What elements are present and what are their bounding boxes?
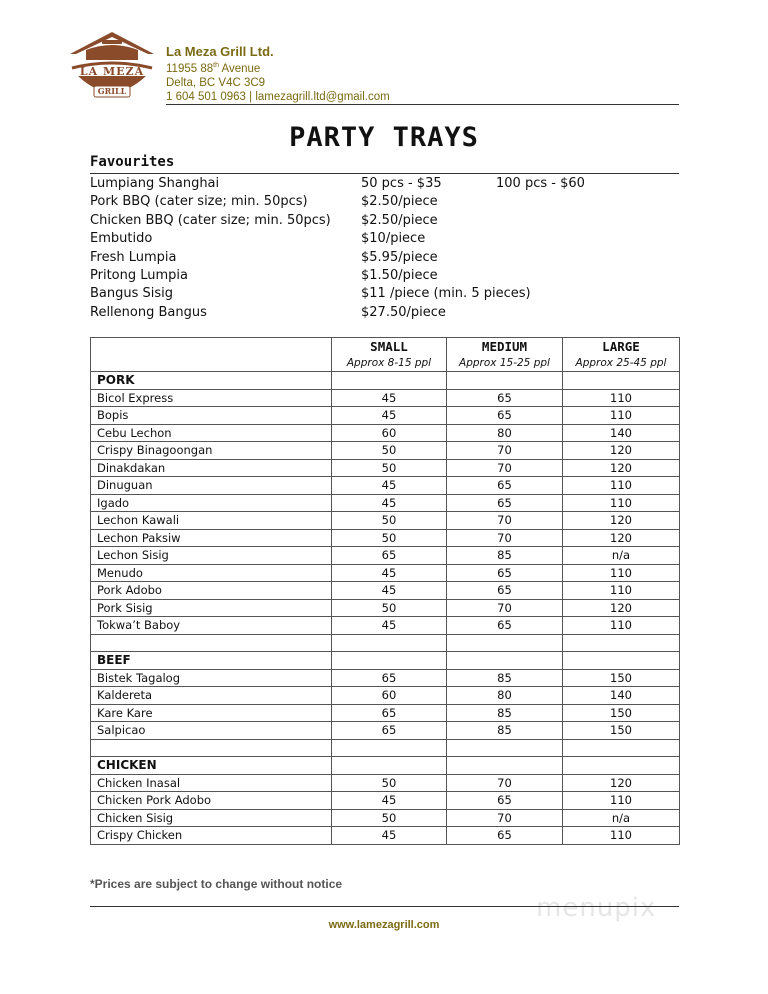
table-header-size xyxy=(91,338,680,356)
section-blank-cell xyxy=(447,372,563,390)
price-small: 45 xyxy=(332,617,447,635)
favourite-price: $11 /piece (min. 5 pieces) xyxy=(361,286,531,302)
table-row xyxy=(91,827,680,845)
price-small: 65 xyxy=(332,547,447,565)
website-link[interactable]: www.lamezagrill.com xyxy=(328,919,440,931)
favourite-item xyxy=(90,267,679,285)
price-small: 50 xyxy=(332,459,447,477)
header-divider xyxy=(166,104,679,105)
price-small: 50 xyxy=(332,512,447,530)
price-large: 140 xyxy=(563,424,680,442)
price-medium: 85 xyxy=(447,722,563,740)
price-medium: 80 xyxy=(447,424,563,442)
favourite-item xyxy=(90,249,679,267)
price-small: 65 xyxy=(332,704,447,722)
favourite-name: Fresh Lumpia xyxy=(90,249,177,265)
header-serves-label: Approx 8-15 ppl xyxy=(332,355,447,372)
dish-name: Bistek Tagalog xyxy=(91,669,332,687)
price-small: 45 xyxy=(332,827,447,845)
price-large: 120 xyxy=(563,459,680,477)
spacer-row xyxy=(91,739,680,757)
spacer-row xyxy=(91,634,680,652)
company-info xyxy=(166,44,390,104)
section-blank-cell xyxy=(332,372,447,390)
price-medium: 85 xyxy=(447,669,563,687)
price-medium: 70 xyxy=(447,529,563,547)
table-row xyxy=(91,809,680,827)
section-blank-cell xyxy=(447,757,563,775)
price-medium: 70 xyxy=(447,512,563,530)
header-serves-label: Approx 25-45 ppl xyxy=(563,355,680,372)
section-row xyxy=(91,372,680,390)
price-medium: 65 xyxy=(447,582,563,600)
dish-name: Lechon Kawali xyxy=(91,512,332,530)
dish-name: Crispy Binagoongan xyxy=(91,442,332,460)
price-small: 50 xyxy=(332,774,447,792)
price-large: 150 xyxy=(563,704,680,722)
price-large: 110 xyxy=(563,564,680,582)
section-blank-cell xyxy=(332,757,447,775)
dish-name: Tokwa’t Baboy xyxy=(91,617,332,635)
table-row xyxy=(91,512,680,530)
price-large: 120 xyxy=(563,599,680,617)
header-serves-label: Approx 15-25 ppl xyxy=(447,355,563,372)
favourites-divider xyxy=(90,173,679,174)
favourite-price: $27.50/piece xyxy=(361,304,446,320)
favourite-name: Pork BBQ (cater size; min. 50pcs) xyxy=(90,194,308,210)
price-large: 150 xyxy=(563,669,680,687)
table-row xyxy=(91,529,680,547)
table-row xyxy=(91,564,680,582)
price-large: 120 xyxy=(563,529,680,547)
table-row xyxy=(91,774,680,792)
section-blank-cell xyxy=(563,372,680,390)
header-size-label: SMALL xyxy=(332,338,447,356)
price-large: 120 xyxy=(563,512,680,530)
favourite-name: Lumpiang Shanghai xyxy=(90,176,220,191)
price-medium: 65 xyxy=(447,389,563,407)
price-small: 50 xyxy=(332,599,447,617)
price-small: 60 xyxy=(332,687,447,705)
logo-text-bottom: GRILL xyxy=(97,86,127,96)
section-row xyxy=(91,757,680,775)
spacer-cell xyxy=(332,739,447,757)
dish-name: Igado xyxy=(91,494,332,512)
price-large: 120 xyxy=(563,774,680,792)
dish-name: Chicken Sisig xyxy=(91,809,332,827)
header-blank-cell xyxy=(91,355,332,372)
price-medium: 65 xyxy=(447,564,563,582)
address-number: 11955 88 xyxy=(166,62,214,75)
favourite-price: 50 pcs - $35 xyxy=(361,176,442,191)
price-large: n/a xyxy=(563,547,680,565)
price-large: 150 xyxy=(563,722,680,740)
favourite-item xyxy=(90,212,679,230)
section-title: BEEF xyxy=(91,652,332,670)
price-small: 65 xyxy=(332,722,447,740)
section-blank-cell xyxy=(332,652,447,670)
favourite-item xyxy=(90,285,679,303)
table-row xyxy=(91,424,680,442)
section-blank-cell xyxy=(563,757,680,775)
price-small: 45 xyxy=(332,564,447,582)
price-large: n/a xyxy=(563,809,680,827)
price-large: 110 xyxy=(563,389,680,407)
table-row xyxy=(91,477,680,495)
footer-divider xyxy=(90,906,679,907)
price-large: 110 xyxy=(563,477,680,495)
dish-name: Chicken Inasal xyxy=(91,774,332,792)
dish-name: Kaldereta xyxy=(91,687,332,705)
favourite-item xyxy=(90,304,679,322)
favourite-item xyxy=(90,230,679,248)
favourite-extra-price: 100 pcs - $60 xyxy=(496,176,585,191)
dish-name: Dinakdakan xyxy=(91,459,332,477)
favourite-item xyxy=(90,175,679,193)
dish-name: Dinuguan xyxy=(91,477,332,495)
price-small: 50 xyxy=(332,529,447,547)
price-medium: 80 xyxy=(447,687,563,705)
dish-name: Bopis xyxy=(91,407,332,425)
section-blank-cell xyxy=(563,652,680,670)
price-large: 110 xyxy=(563,407,680,425)
section-title: CHICKEN xyxy=(91,757,332,775)
price-large: 120 xyxy=(563,442,680,460)
price-large: 110 xyxy=(563,617,680,635)
price-medium: 70 xyxy=(447,774,563,792)
price-large: 110 xyxy=(563,582,680,600)
table-row xyxy=(91,494,680,512)
dish-name: Chicken Pork Adobo xyxy=(91,792,332,810)
section-blank-cell xyxy=(447,652,563,670)
price-large: 110 xyxy=(563,827,680,845)
price-small: 45 xyxy=(332,494,447,512)
price-medium: 70 xyxy=(447,459,563,477)
price-small: 65 xyxy=(332,669,447,687)
table-row xyxy=(91,704,680,722)
dish-name: Pork Sisig xyxy=(91,599,332,617)
company-contact: 1 604 501 0963 | lamezagrill.ltd@gmail.com xyxy=(166,90,390,103)
spacer-cell xyxy=(447,739,563,757)
address-street: Avenue xyxy=(218,62,261,75)
company-name: La Meza Grill Ltd. xyxy=(166,44,274,59)
favourites-heading: Favourites xyxy=(90,154,175,170)
watermark: menupix xyxy=(536,893,657,923)
price-large: 110 xyxy=(563,494,680,512)
table-row xyxy=(91,792,680,810)
price-medium: 65 xyxy=(447,827,563,845)
dish-name: Lechon Paksiw xyxy=(91,529,332,547)
company-city: Delta, BC V4C 3C9 xyxy=(166,76,266,89)
header-blank-cell xyxy=(91,338,332,356)
price-large: 110 xyxy=(563,792,680,810)
price-medium: 70 xyxy=(447,599,563,617)
favourites-list xyxy=(90,175,679,322)
favourite-name: Rellenong Bangus xyxy=(90,304,207,320)
spacer-cell xyxy=(332,634,447,652)
price-medium: 65 xyxy=(447,407,563,425)
dish-name: Salpicao xyxy=(91,722,332,740)
price-small: 45 xyxy=(332,477,447,495)
header-size-label: MEDIUM xyxy=(447,338,563,356)
price-medium: 85 xyxy=(447,704,563,722)
table-row xyxy=(91,407,680,425)
logo xyxy=(64,28,160,106)
table-row xyxy=(91,389,680,407)
table-row xyxy=(91,547,680,565)
table-row xyxy=(91,442,680,460)
favourite-price: $5.95/piece xyxy=(361,249,438,265)
price-medium: 65 xyxy=(447,477,563,495)
dish-name: Cebu Lechon xyxy=(91,424,332,442)
price-small: 45 xyxy=(332,407,447,425)
header-size-label: LARGE xyxy=(563,338,680,356)
spacer-cell xyxy=(91,634,332,652)
dish-name: Bicol Express xyxy=(91,389,332,407)
favourite-price: $2.50/piece xyxy=(361,194,438,210)
price-medium: 65 xyxy=(447,494,563,512)
dish-name: Menudo xyxy=(91,564,332,582)
table-row xyxy=(91,459,680,477)
favourite-price: $10/piece xyxy=(361,231,426,247)
price-medium: 70 xyxy=(447,809,563,827)
favourite-name: Pritong Lumpia xyxy=(90,267,188,283)
table-row xyxy=(91,722,680,740)
dish-name: Kare Kare xyxy=(91,704,332,722)
table-row xyxy=(91,582,680,600)
price-medium: 65 xyxy=(447,792,563,810)
dish-name: Crispy Chicken xyxy=(91,827,332,845)
price-small: 45 xyxy=(332,792,447,810)
table-row xyxy=(91,687,680,705)
spacer-cell xyxy=(563,634,680,652)
favourite-price: $2.50/piece xyxy=(361,212,438,228)
table-row xyxy=(91,617,680,635)
price-medium: 70 xyxy=(447,442,563,460)
favourite-name: Chicken BBQ (cater size; min. 50pcs) xyxy=(90,212,331,228)
price-large: 140 xyxy=(563,687,680,705)
price-small: 45 xyxy=(332,582,447,600)
favourite-price: $1.50/piece xyxy=(361,267,438,283)
spacer-cell xyxy=(447,634,563,652)
favourite-item xyxy=(90,193,679,211)
price-disclaimer: *Prices are subject to change without notice xyxy=(90,877,343,891)
price-small: 60 xyxy=(332,424,447,442)
section-title: PORK xyxy=(91,372,332,390)
dish-name: Pork Adobo xyxy=(91,582,332,600)
logo-text-top: LA MEZA xyxy=(79,65,145,78)
table-header-serves xyxy=(91,355,680,372)
party-tray-table xyxy=(90,337,680,845)
spacer-cell xyxy=(563,739,680,757)
price-small: 45 xyxy=(332,389,447,407)
company-address xyxy=(166,59,390,76)
price-medium: 65 xyxy=(447,617,563,635)
page-title: PARTY TRAYS xyxy=(289,122,479,153)
section-row xyxy=(91,652,680,670)
table-row xyxy=(91,669,680,687)
favourite-name: Bangus Sisig xyxy=(90,286,174,302)
dish-name: Lechon Sisig xyxy=(91,547,332,565)
address-suffix: th xyxy=(213,62,219,69)
price-small: 50 xyxy=(332,442,447,460)
price-small: 50 xyxy=(332,809,447,827)
price-medium: 85 xyxy=(447,547,563,565)
favourite-name: Embutido xyxy=(90,231,153,247)
table-row xyxy=(91,599,680,617)
spacer-cell xyxy=(91,739,332,757)
